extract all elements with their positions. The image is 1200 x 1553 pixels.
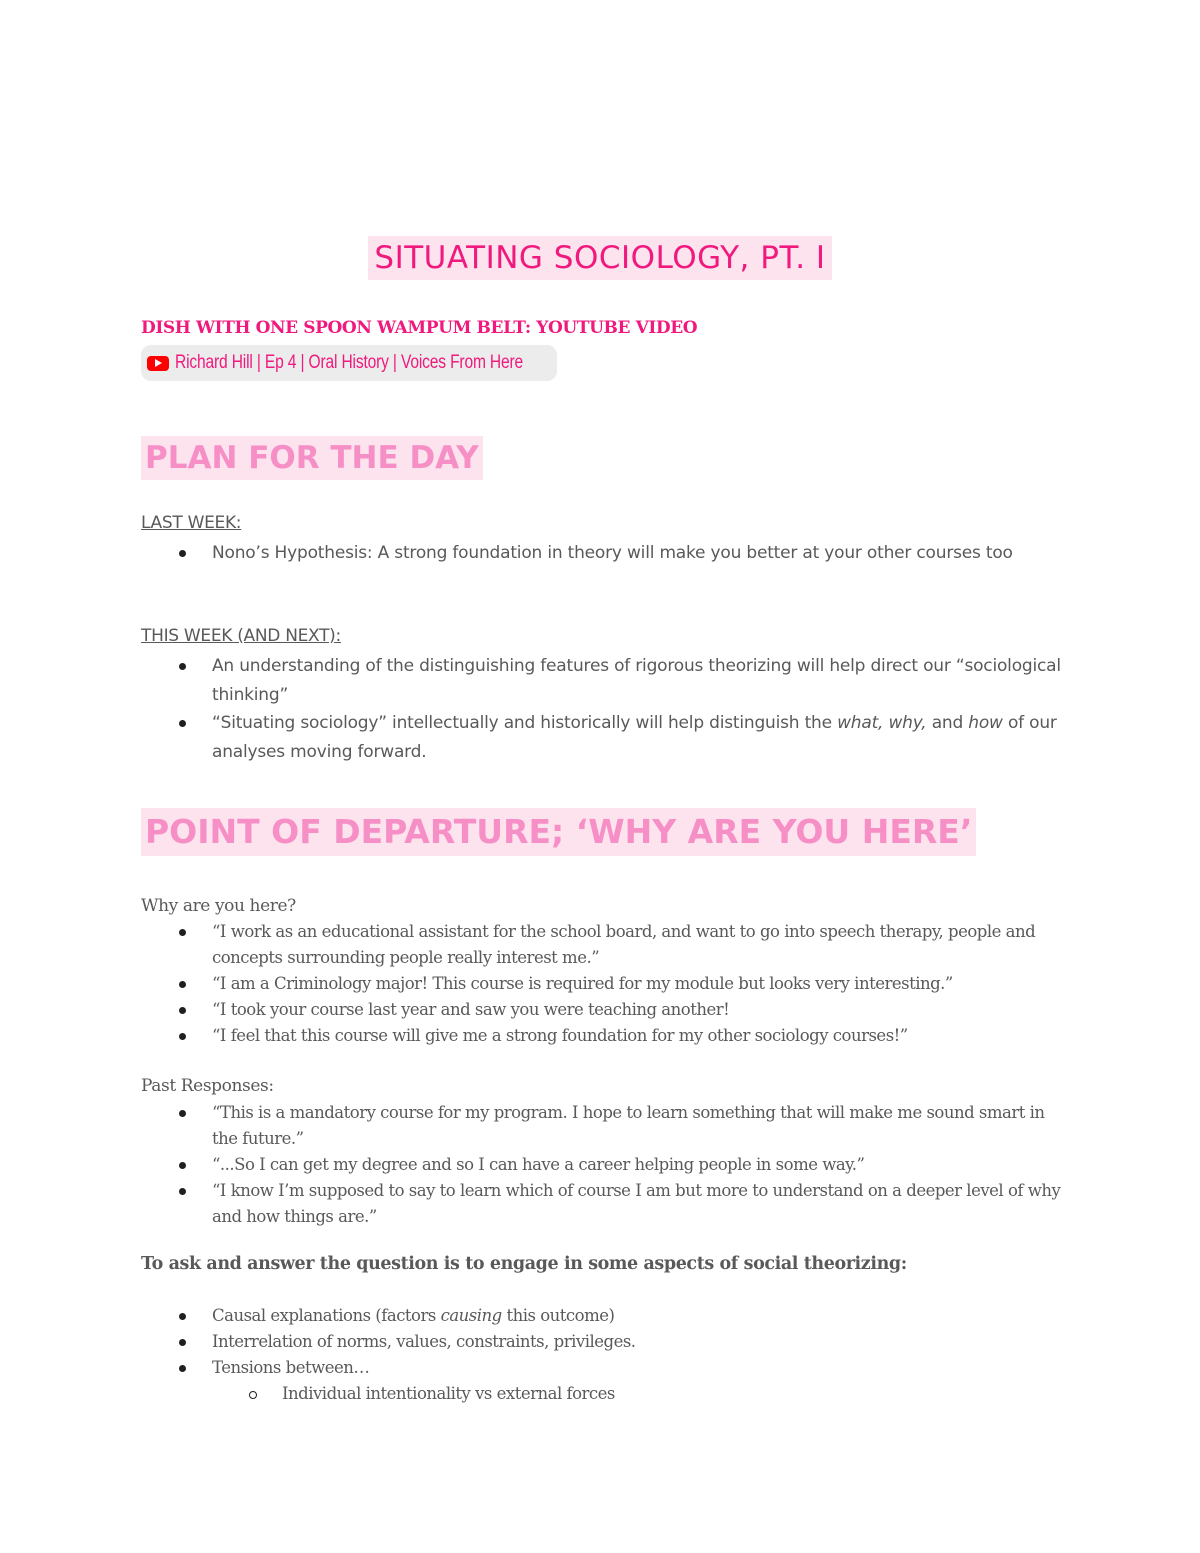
youtube-link-label[interactable]: Richard Hill | Ep 4 | Oral History | Voices From Here (175, 352, 524, 373)
video-heading: DISH WITH ONE SPOON WAMPUM BELT: YOUTUBE VIDEO (141, 318, 698, 338)
this-week-label: THIS WEEK (AND NEXT): (141, 626, 341, 646)
list-item: An understanding of the distinguishing features of rigorous theorizing will help direct our “sociological thinking” (141, 652, 1061, 709)
item-emphasis: causing (440, 1306, 502, 1325)
item-emphasis: what, why, (837, 713, 927, 733)
list-item: “I took your course last year and saw you were teaching another! (141, 997, 1061, 1023)
bold-statement: To ask and answer the question is to engage in some aspects of social theorizing: (141, 1254, 907, 1274)
item-emphasis: how (968, 713, 1003, 733)
title-container (0, 236, 1200, 280)
list-item: Tensions between… (141, 1355, 1061, 1381)
item-text: of our analyses moving forward. (212, 713, 1057, 762)
last-week-label: LAST WEEK: (141, 513, 242, 533)
list-item: Interrelation of norms, values, constraints, privileges. (141, 1329, 1061, 1355)
item-text: this outcome) (501, 1306, 615, 1325)
question-text: Why are you here? (141, 896, 296, 916)
aspects-list (141, 1303, 1061, 1407)
list-item: “This is a mandatory course for my program. I hope to learn something that will make me sound smart in the future.” (141, 1100, 1061, 1152)
list-item: Nono’s Hypothesis: A strong foundation in theory will make you better at your other courses too (141, 539, 1061, 568)
item-text: and (926, 713, 969, 733)
sub-list-item: Individual intentionality vs external forces (141, 1381, 1061, 1407)
list-item: “I know I’m supposed to say to learn which of course I am but more to understand on a deeper level of why and how things are.” (141, 1178, 1061, 1230)
departure-heading: POINT OF DEPARTURE; ‘WHY ARE YOU HERE’ (141, 808, 976, 856)
list-item: “I am a Criminology major! This course is required for my module but looks very interesting.” (141, 971, 1061, 997)
plan-heading: PLAN FOR THE DAY (141, 436, 483, 480)
item-text: “Situating sociology” intellectually and historically will help distinguish the (212, 713, 838, 733)
list-item: “...So I can get my degree and so I can have a career helping people in some way.” (141, 1152, 1061, 1178)
list-item (141, 1303, 1061, 1329)
youtube-icon (147, 356, 169, 371)
page-title: SITUATING SOCIOLOGY, PT. I (368, 236, 831, 280)
list-item: “I feel that this course will give me a strong foundation for my other sociology courses!” (141, 1023, 1061, 1049)
youtube-link-chip[interactable] (141, 345, 557, 381)
answers-list (141, 919, 1061, 1049)
list-item: “I work as an educational assistant for the school board, and want to go into speech therapy, people and concepts surrounding people really interest me.” (141, 919, 1061, 971)
item-text: Causal explanations (factors (212, 1306, 441, 1325)
this-week-list (141, 652, 1061, 766)
last-week-list (141, 539, 1061, 568)
past-responses-list (141, 1100, 1061, 1230)
list-item (141, 709, 1061, 766)
past-responses-label: Past Responses: (141, 1076, 274, 1096)
